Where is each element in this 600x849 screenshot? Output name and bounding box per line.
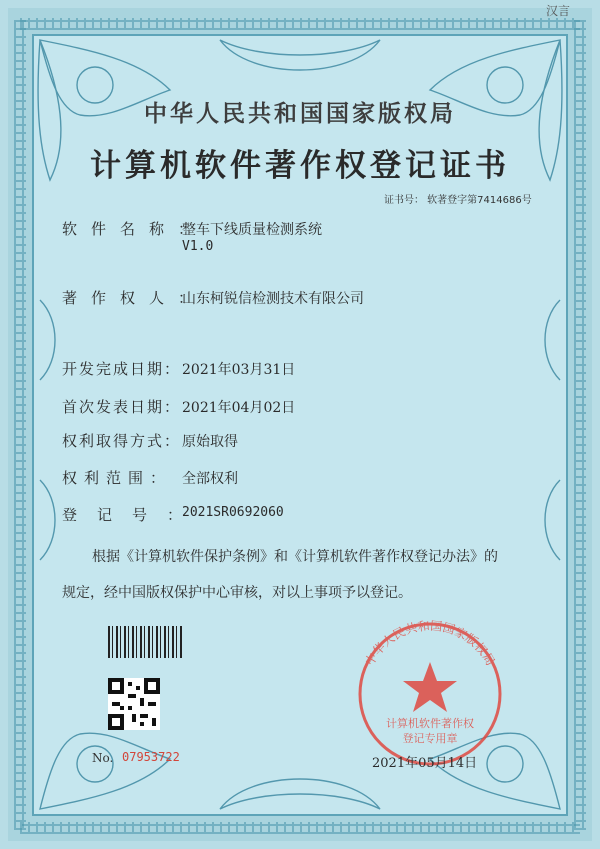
completion-date-label: 开发完成日期：	[62, 360, 182, 378]
copyright-owner-label: 著作权人：	[62, 289, 208, 307]
issue-date: 2021年05月14日	[372, 756, 478, 771]
rights-scope-label: 权利范围：	[62, 469, 173, 487]
acquisition-method-value: 原始取得	[182, 434, 238, 450]
statement-line-2: 规定，经中国版权保护中心审核，对以上事项予以登记。	[62, 585, 412, 601]
software-name-label: 软件名称：	[62, 220, 208, 238]
completion-date-value: 2021年03月31日	[182, 362, 296, 378]
publication-date-label: 首次发表日期：	[62, 398, 182, 416]
certificate-title: 计算机软件著作权登记证书	[90, 148, 510, 184]
serial-number: 07953722	[122, 750, 180, 764]
rights-scope-value: 全部权利	[182, 471, 238, 487]
software-name-value: 整车下线质量检测系统	[182, 222, 322, 238]
software-version-value: V1.0	[182, 239, 214, 254]
serial-label: No.	[92, 751, 114, 765]
seal-ring-textpath: 中华人民共和国国家版权局	[362, 618, 498, 669]
registration-number-label: 登记号：	[62, 506, 203, 524]
acquisition-method-label: 权利取得方式：	[62, 432, 182, 450]
publication-date-value: 2021年04月02日	[182, 400, 296, 416]
issuing-authority: 中华人民共和国国家版权局	[144, 100, 456, 127]
certificate-number: 证书号： 软著登字第7414686号	[384, 195, 532, 206]
copyright-owner-value: 山东柯锐信检测技术有限公司	[182, 291, 364, 307]
seal-line-1: 计算机软件著作权	[386, 717, 474, 730]
seal-line-2: 登记专用章	[402, 732, 458, 745]
statement-line-1: 根据《计算机软件保护条例》和《计算机软件著作权登记办法》的	[92, 549, 498, 565]
registration-number-value: 2021SR0692060	[182, 505, 284, 520]
corner-handwriting: 汉言	[546, 4, 571, 18]
